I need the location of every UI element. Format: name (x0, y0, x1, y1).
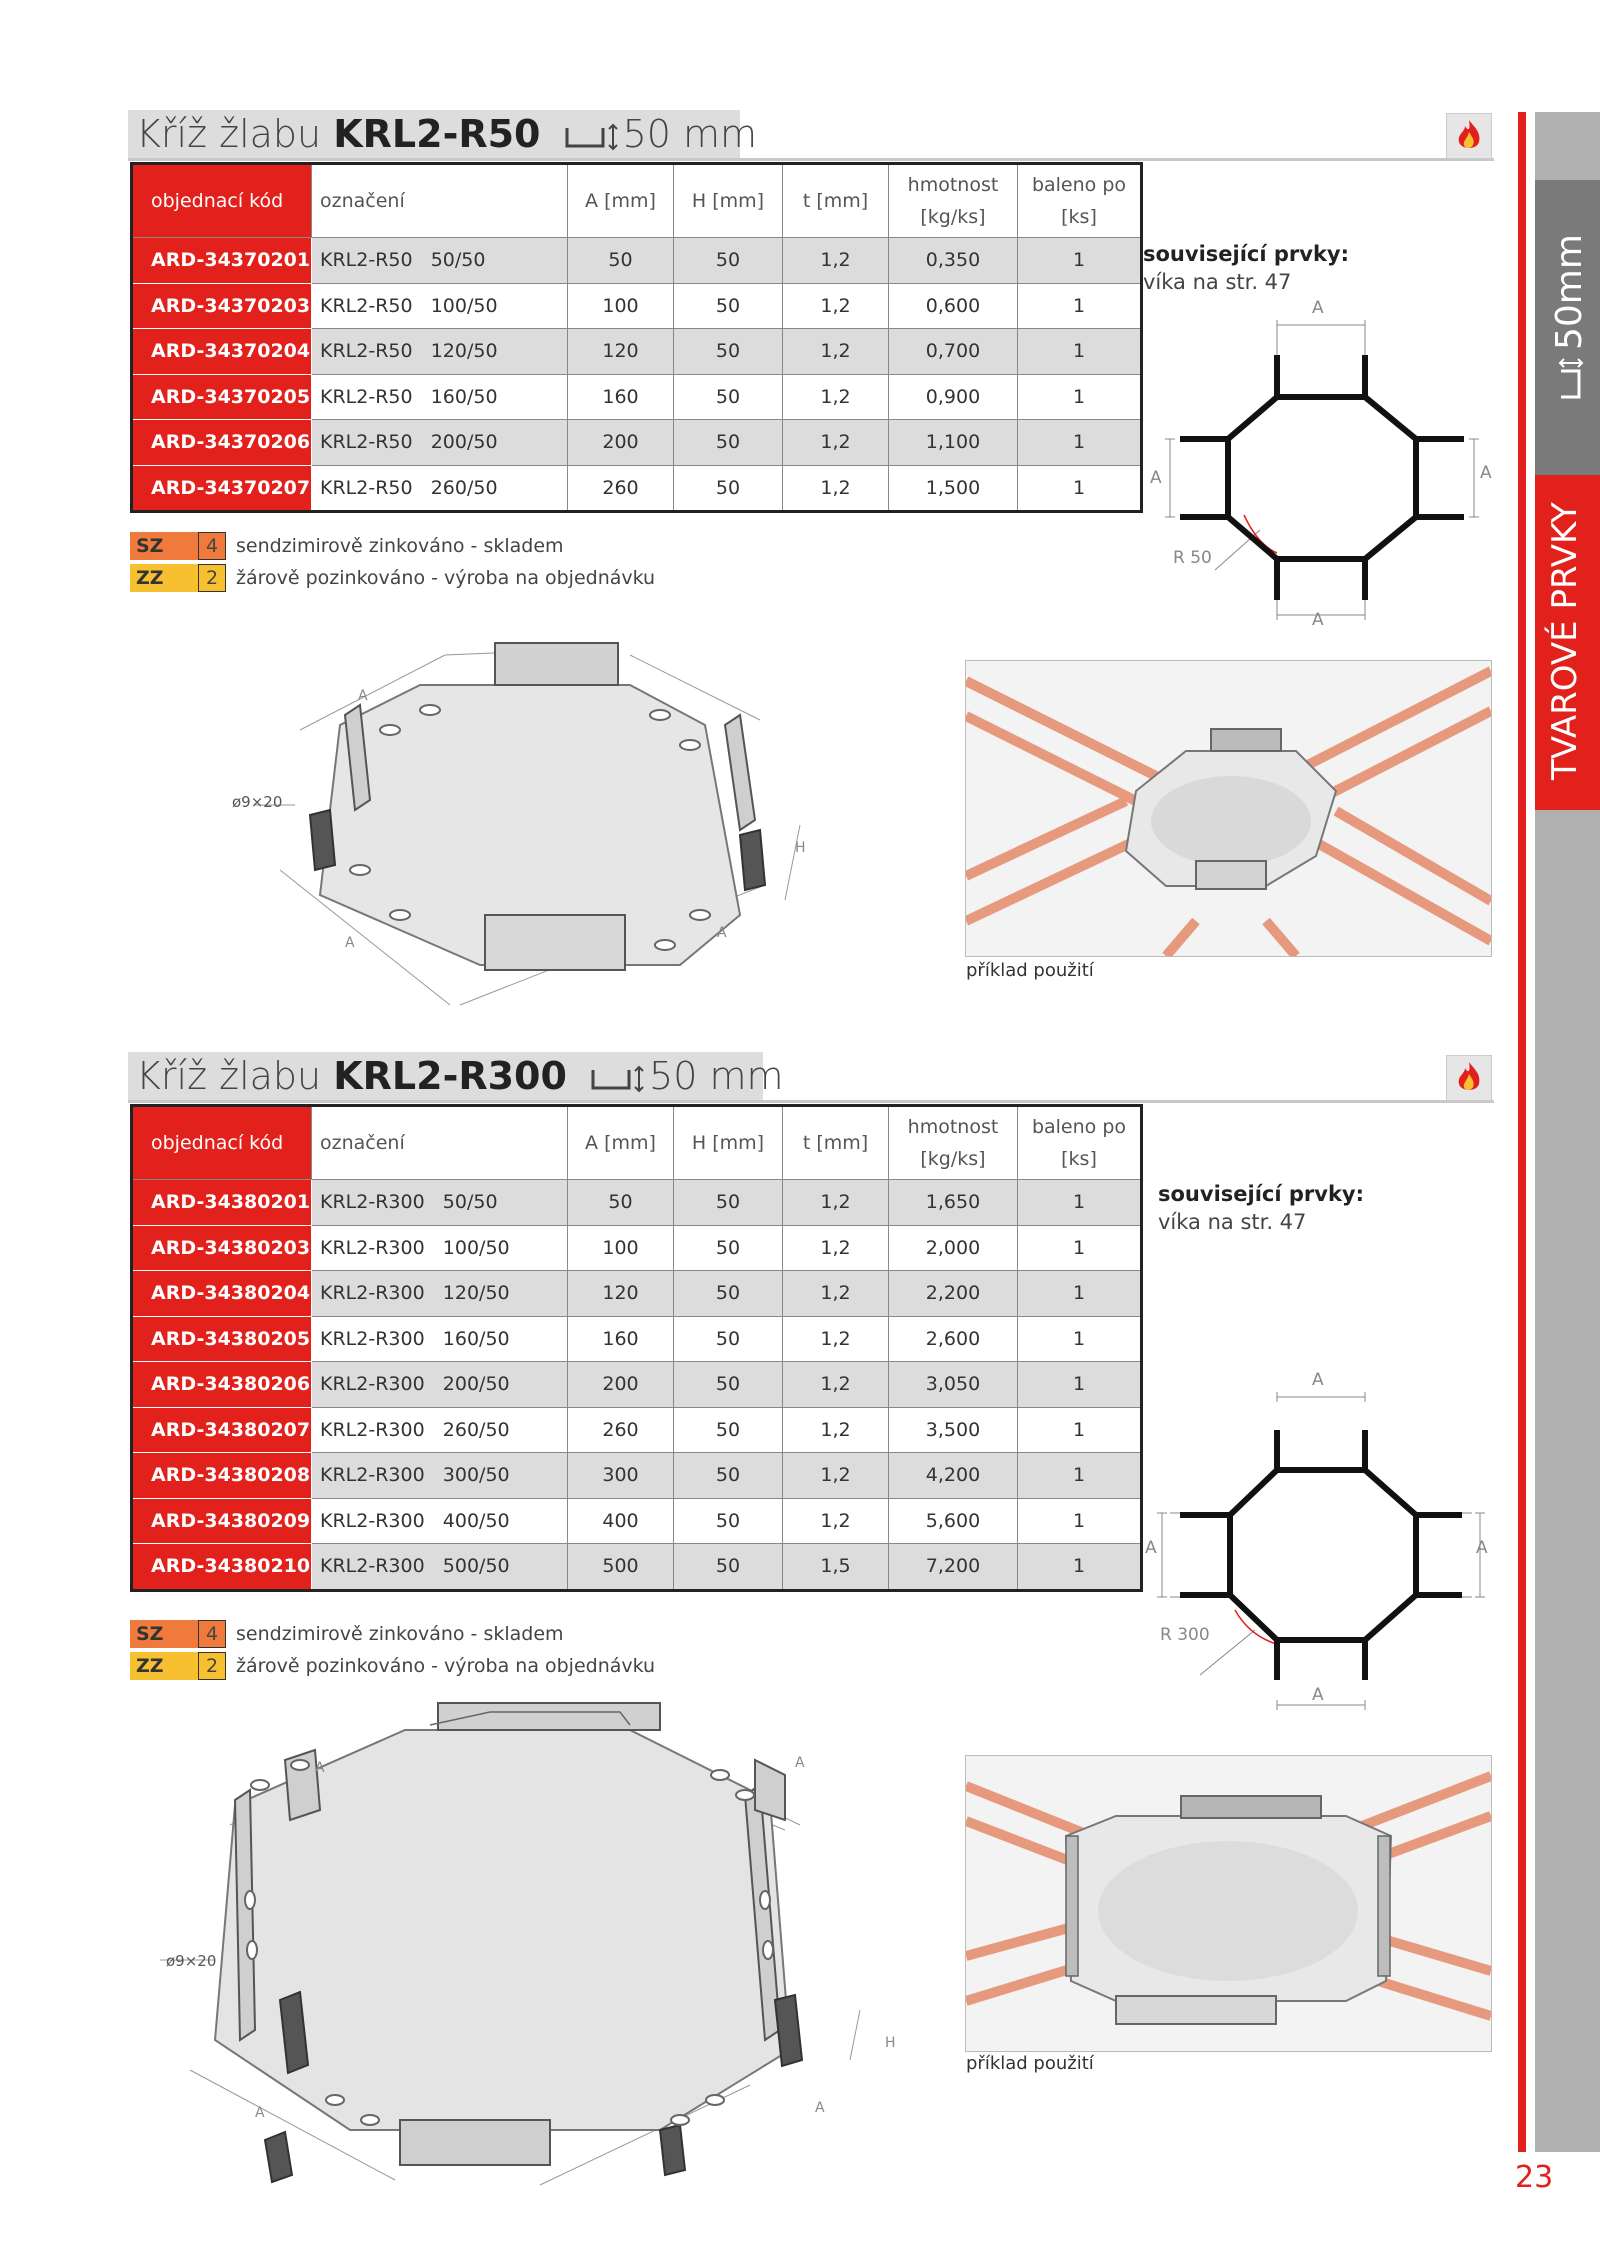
pack-qty: 1 (1018, 1180, 1142, 1226)
table-row (132, 420, 1142, 466)
thickness: 1,2 (783, 1407, 889, 1453)
table-row (132, 1498, 1142, 1544)
col-header-name: označení (312, 1106, 568, 1180)
pack-qty: 1 (1018, 1407, 1142, 1453)
legend-row-zz (130, 1650, 655, 1682)
table-row (132, 1180, 1142, 1226)
dim-a: 300 (568, 1453, 674, 1499)
designation: KRL2-R300 200/50 (312, 1362, 568, 1408)
thickness: 1,2 (783, 1180, 889, 1226)
thickness: 1,2 (783, 465, 889, 512)
drawing-a-label: A (358, 688, 368, 704)
designation: KRL2-R50 260/50 (312, 465, 568, 512)
designation: KRL2-R300 100/50 (312, 1225, 568, 1271)
dim-h: 50 (674, 238, 783, 284)
thickness: 1,2 (783, 420, 889, 466)
thickness: 1,2 (783, 1225, 889, 1271)
section-title: Kříž žlabu KRL2-R50 50 mm (136, 112, 758, 156)
sidebar-size-label: 50mm (1549, 234, 1590, 400)
thickness: 1,5 (783, 1544, 889, 1591)
legend-row-zz (130, 562, 655, 594)
designation: KRL2-R50 120/50 (312, 329, 568, 375)
legend-number: 4 (198, 532, 226, 560)
spec-table (130, 162, 1143, 513)
table-row (132, 1544, 1142, 1591)
usage-photo (965, 660, 1492, 957)
dim-a-label: A (1312, 1370, 1324, 1390)
drawing-a-label: A (795, 1755, 805, 1771)
col-header-t: t [mm] (783, 1106, 889, 1180)
dim-a: 260 (568, 1407, 674, 1453)
dim-h: 50 (674, 1271, 783, 1317)
order-code: ARD-34380207 (132, 1407, 312, 1453)
tray-profile-icon (563, 122, 623, 152)
table-row (132, 329, 1142, 375)
thickness: 1,2 (783, 283, 889, 329)
fire-resistance-icon (1446, 113, 1492, 159)
pack-qty: 1 (1018, 283, 1142, 329)
dim-a: 100 (568, 283, 674, 329)
dim-a-label: A (1312, 610, 1324, 630)
mass: 2,200 (889, 1271, 1018, 1317)
legend-row-sz (130, 530, 655, 562)
pack-qty: 1 (1018, 1271, 1142, 1317)
order-code: ARD-34370207 (132, 465, 312, 512)
legend-text: žárově pozinkováno - výroba na objednávku (236, 567, 656, 589)
drawing-a-label: A (255, 2105, 265, 2121)
tray-profile-icon (589, 1064, 649, 1094)
order-code: ARD-34380205 (132, 1316, 312, 1362)
col-header-a: A [mm] (568, 1106, 674, 1180)
hole-size-label: ø9×20 (232, 793, 283, 811)
section-title-bar (128, 1052, 784, 1100)
sidebar-size-band (1535, 180, 1600, 475)
thickness: 1,2 (783, 374, 889, 420)
dim-a: 200 (568, 420, 674, 466)
order-code: ARD-34370206 (132, 420, 312, 466)
mass: 1,650 (889, 1180, 1018, 1226)
drawing-a-label: A (717, 925, 727, 941)
table-row (132, 465, 1142, 512)
legend-number: 2 (198, 1652, 226, 1680)
thickness: 1,2 (783, 329, 889, 375)
legend-code: ZZ (130, 564, 198, 592)
thickness: 1,2 (783, 1362, 889, 1408)
drawing-h-label: H (795, 840, 806, 856)
title-underline (128, 1100, 1494, 1103)
dim-h: 50 (674, 1362, 783, 1408)
mass: 2,600 (889, 1316, 1018, 1362)
related-items (1158, 1180, 1364, 1236)
fire-resistance-icon (1446, 1055, 1492, 1101)
section-title-bar (128, 110, 758, 158)
product-drawing (220, 625, 820, 1015)
legend-code: ZZ (130, 1652, 198, 1680)
col-header-name: označení (312, 164, 568, 238)
mass: 3,050 (889, 1362, 1018, 1408)
legend-text: žárově pozinkováno - výroba na objednávku (236, 1655, 656, 1677)
dim-a: 200 (568, 1362, 674, 1408)
table-row (132, 1362, 1142, 1408)
spec-table (130, 1104, 1143, 1592)
legend-number: 4 (198, 1620, 226, 1648)
section-title: Kříž žlabu KRL2-R300 50 mm (136, 1054, 784, 1098)
thickness: 1,2 (783, 1271, 889, 1317)
dim-a: 160 (568, 374, 674, 420)
hole-size-label: ø9×20 (166, 1952, 217, 1970)
mass: 0,900 (889, 374, 1018, 420)
dim-a-label: A (1145, 1538, 1157, 1558)
dim-h: 50 (674, 1498, 783, 1544)
related-items (1143, 240, 1349, 296)
order-code: ARD-34370203 (132, 283, 312, 329)
drawing-a-label: A (345, 935, 355, 951)
mass: 0,350 (889, 238, 1018, 284)
pack-qty: 1 (1018, 1544, 1142, 1591)
dim-h: 50 (674, 1225, 783, 1271)
pack-qty: 1 (1018, 465, 1142, 512)
thickness: 1,2 (783, 1316, 889, 1362)
cross-schematic (1140, 295, 1510, 640)
mass: 7,200 (889, 1544, 1018, 1591)
dim-a: 100 (568, 1225, 674, 1271)
table-row (132, 1271, 1142, 1317)
mass: 0,600 (889, 283, 1018, 329)
sidebar-category-band (1535, 475, 1600, 810)
designation: KRL2-R300 400/50 (312, 1498, 568, 1544)
sidebar-red-line (1518, 112, 1526, 2152)
designation: KRL2-R300 300/50 (312, 1453, 568, 1499)
legend-code: SZ (130, 532, 198, 560)
order-code: ARD-34380204 (132, 1271, 312, 1317)
dim-h: 50 (674, 329, 783, 375)
usage-photo (965, 1755, 1492, 2052)
col-header-a: A [mm] (568, 164, 674, 238)
table-row (132, 283, 1142, 329)
dim-h: 50 (674, 1316, 783, 1362)
col-header-h: H [mm] (674, 1106, 783, 1180)
mass: 1,500 (889, 465, 1018, 512)
thickness: 1,2 (783, 1498, 889, 1544)
table-row (132, 1316, 1142, 1362)
col-header-pack: baleno po [ks] (1018, 1106, 1142, 1180)
pack-qty: 1 (1018, 374, 1142, 420)
mass: 1,100 (889, 420, 1018, 466)
dim-a: 400 (568, 1498, 674, 1544)
table-row (132, 1225, 1142, 1271)
col-header-mass: hmotnost [kg/ks] (889, 164, 1018, 238)
dim-a: 50 (568, 1180, 674, 1226)
dim-a: 500 (568, 1544, 674, 1591)
order-code: ARD-34380208 (132, 1453, 312, 1499)
legend-code: SZ (130, 1620, 198, 1648)
related-title: související prvky: (1143, 242, 1349, 266)
order-code: ARD-34380210 (132, 1544, 312, 1591)
drawing-a-label: A (315, 1760, 325, 1776)
pack-qty: 1 (1018, 1316, 1142, 1362)
designation: KRL2-R300 160/50 (312, 1316, 568, 1362)
finish-legend (130, 530, 655, 594)
pack-qty: 1 (1018, 329, 1142, 375)
mass: 4,200 (889, 1453, 1018, 1499)
order-code: ARD-34380206 (132, 1362, 312, 1408)
designation: KRL2-R50 160/50 (312, 374, 568, 420)
designation: KRL2-R50 50/50 (312, 238, 568, 284)
dim-a: 160 (568, 1316, 674, 1362)
sidebar-category-label: TVAROVÉ PRVKY (1545, 502, 1585, 780)
dim-a-label: A (1476, 1538, 1488, 1558)
order-code: ARD-34370204 (132, 329, 312, 375)
col-header-code: objednací kód (132, 1106, 312, 1180)
designation: KRL2-R300 260/50 (312, 1407, 568, 1453)
drawing-h-label: H (885, 2035, 896, 2051)
dim-a-label: A (1312, 1685, 1324, 1705)
product-drawing (160, 1700, 920, 2190)
radius-label: R 50 (1173, 548, 1212, 568)
dim-a: 260 (568, 465, 674, 512)
related-text: víka na str. 47 (1158, 1210, 1307, 1234)
legend-text: sendzimirově zinkováno - skladem (236, 1623, 564, 1645)
order-code: ARD-34380209 (132, 1498, 312, 1544)
col-header-h: H [mm] (674, 164, 783, 238)
table-row (132, 374, 1142, 420)
col-header-t: t [mm] (783, 164, 889, 238)
photo-caption: příklad použití (966, 960, 1094, 981)
pack-qty: 1 (1018, 238, 1142, 284)
dim-a: 50 (568, 238, 674, 284)
legend-text: sendzimirově zinkováno - skladem (236, 535, 564, 557)
related-title: související prvky: (1158, 1182, 1364, 1206)
order-code: ARD-34380203 (132, 1225, 312, 1271)
designation: KRL2-R300 120/50 (312, 1271, 568, 1317)
dim-h: 50 (674, 1407, 783, 1453)
table-row (132, 238, 1142, 284)
page-number: 23 (1515, 2160, 1554, 2195)
dim-h: 50 (674, 374, 783, 420)
cross-schematic (1140, 1375, 1510, 1720)
finish-legend (130, 1618, 655, 1682)
mass: 0,700 (889, 329, 1018, 375)
designation: KRL2-R300 500/50 (312, 1544, 568, 1591)
pack-qty: 1 (1018, 1362, 1142, 1408)
pack-qty: 1 (1018, 1225, 1142, 1271)
dim-a-label: A (1312, 298, 1324, 318)
table-row (132, 1453, 1142, 1499)
related-text: víka na str. 47 (1143, 270, 1292, 294)
designation: KRL2-R50 200/50 (312, 420, 568, 466)
dim-a: 120 (568, 1271, 674, 1317)
dim-h: 50 (674, 1453, 783, 1499)
pack-qty: 1 (1018, 1453, 1142, 1499)
col-header-code: objednací kód (132, 164, 312, 238)
tray-profile-icon (1558, 356, 1584, 400)
table-row (132, 1407, 1142, 1453)
col-header-pack: baleno po [ks] (1018, 164, 1142, 238)
mass: 2,000 (889, 1225, 1018, 1271)
drawing-a-label: A (815, 2100, 825, 2116)
dim-h: 50 (674, 420, 783, 466)
legend-row-sz (130, 1618, 655, 1650)
col-header-mass: hmotnost [kg/ks] (889, 1106, 1018, 1180)
dim-a: 120 (568, 329, 674, 375)
radius-label: R 300 (1160, 1625, 1210, 1645)
dim-a-label: A (1150, 468, 1162, 488)
pack-qty: 1 (1018, 1498, 1142, 1544)
order-code: ARD-34370205 (132, 374, 312, 420)
order-code: ARD-34380201 (132, 1180, 312, 1226)
designation: KRL2-R50 100/50 (312, 283, 568, 329)
dim-a-label: A (1480, 463, 1492, 483)
thickness: 1,2 (783, 238, 889, 284)
dim-h: 50 (674, 283, 783, 329)
mass: 5,600 (889, 1498, 1018, 1544)
title-underline (128, 158, 1494, 161)
dim-h: 50 (674, 1544, 783, 1591)
legend-number: 2 (198, 564, 226, 592)
photo-caption: příklad použití (966, 2053, 1094, 2074)
dim-h: 50 (674, 1180, 783, 1226)
dim-h: 50 (674, 465, 783, 512)
pack-qty: 1 (1018, 420, 1142, 466)
mass: 3,500 (889, 1407, 1018, 1453)
designation: KRL2-R300 50/50 (312, 1180, 568, 1226)
thickness: 1,2 (783, 1453, 889, 1499)
order-code: ARD-34370201 (132, 238, 312, 284)
